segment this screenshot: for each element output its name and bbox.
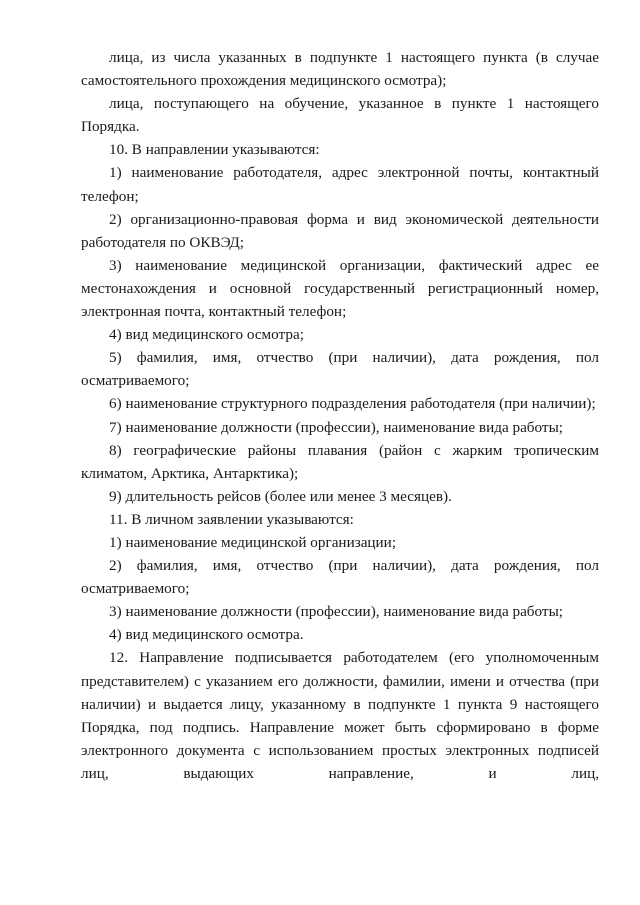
list-item-10-3: 3) наименование медицинской организации, фактический адрес ее местонахождения и основной государственный регистрационный номер, электронная почта, контактный телефон; [81, 256, 599, 321]
list-item-11-2: 2) фамилия, имя, отчество (при наличии), дата рождения, пол осматриваемого; [81, 557, 599, 598]
list-item-11-4: 4) вид медицинского осмотра. [109, 626, 304, 644]
list-item-11-3: 3) наименование должности (профессии), наименование вида работы; [109, 603, 563, 621]
section-10-heading: 10. В направлении указываются: [109, 141, 320, 159]
list-item-10-5: 5) фамилия, имя, отчество (при наличии), дата рождения, пол осматриваемого; [81, 349, 599, 390]
list-item-11-1: 1) наименование медицинской организации; [109, 533, 397, 551]
section-12-paragraph: 12. Направление подписывается работодателем (его уполномоченным представителем) с указанием его должности, фамилии, имени и отчества (при наличии) и выдается лицу, указанному в подпункте 1 пункта 9 настоящего Порядка, под подпись. Направление может быть сформировано в форме электронного документа с использованием простых электронных подписей лиц, выдающих направление, и лиц, [81, 649, 599, 782]
list-item-10-6: 6) наименование структурного подразделения работодателя (при наличии); [109, 395, 596, 413]
list-item-10-8: 8) географические районы плавания (район с жарким тропическим климатом, Арктика, Антарктика); [81, 441, 599, 482]
list-item-10-9: 9) длительность рейсов (более или менее 3 месяцев). [109, 487, 452, 505]
list-item-10-4: 4) вид медицинского осмотра; [109, 326, 304, 344]
section-11-heading: 11. В личном заявлении указываются: [109, 510, 354, 528]
list-item-10-1: 1) наименование работодателя, адрес электронной почты, контактный телефон; [81, 164, 599, 205]
document-page [81, 46, 599, 785]
paragraph-examinee-self: лица, из числа указанных в подпункте 1 настоящего пункта (в случае самостоятельного прохождения медицинского осмотра); [81, 49, 599, 90]
paragraph-student: лица, поступающего на обучение, указанное в пункте 1 настоящего Порядка. [81, 95, 599, 136]
list-item-10-2: 2) организационно-правовая форма и вид экономической деятельности работодателя по ОКВЭД; [81, 210, 599, 251]
list-item-10-7: 7) наименование должности (профессии), наименование вида работы; [109, 418, 563, 436]
